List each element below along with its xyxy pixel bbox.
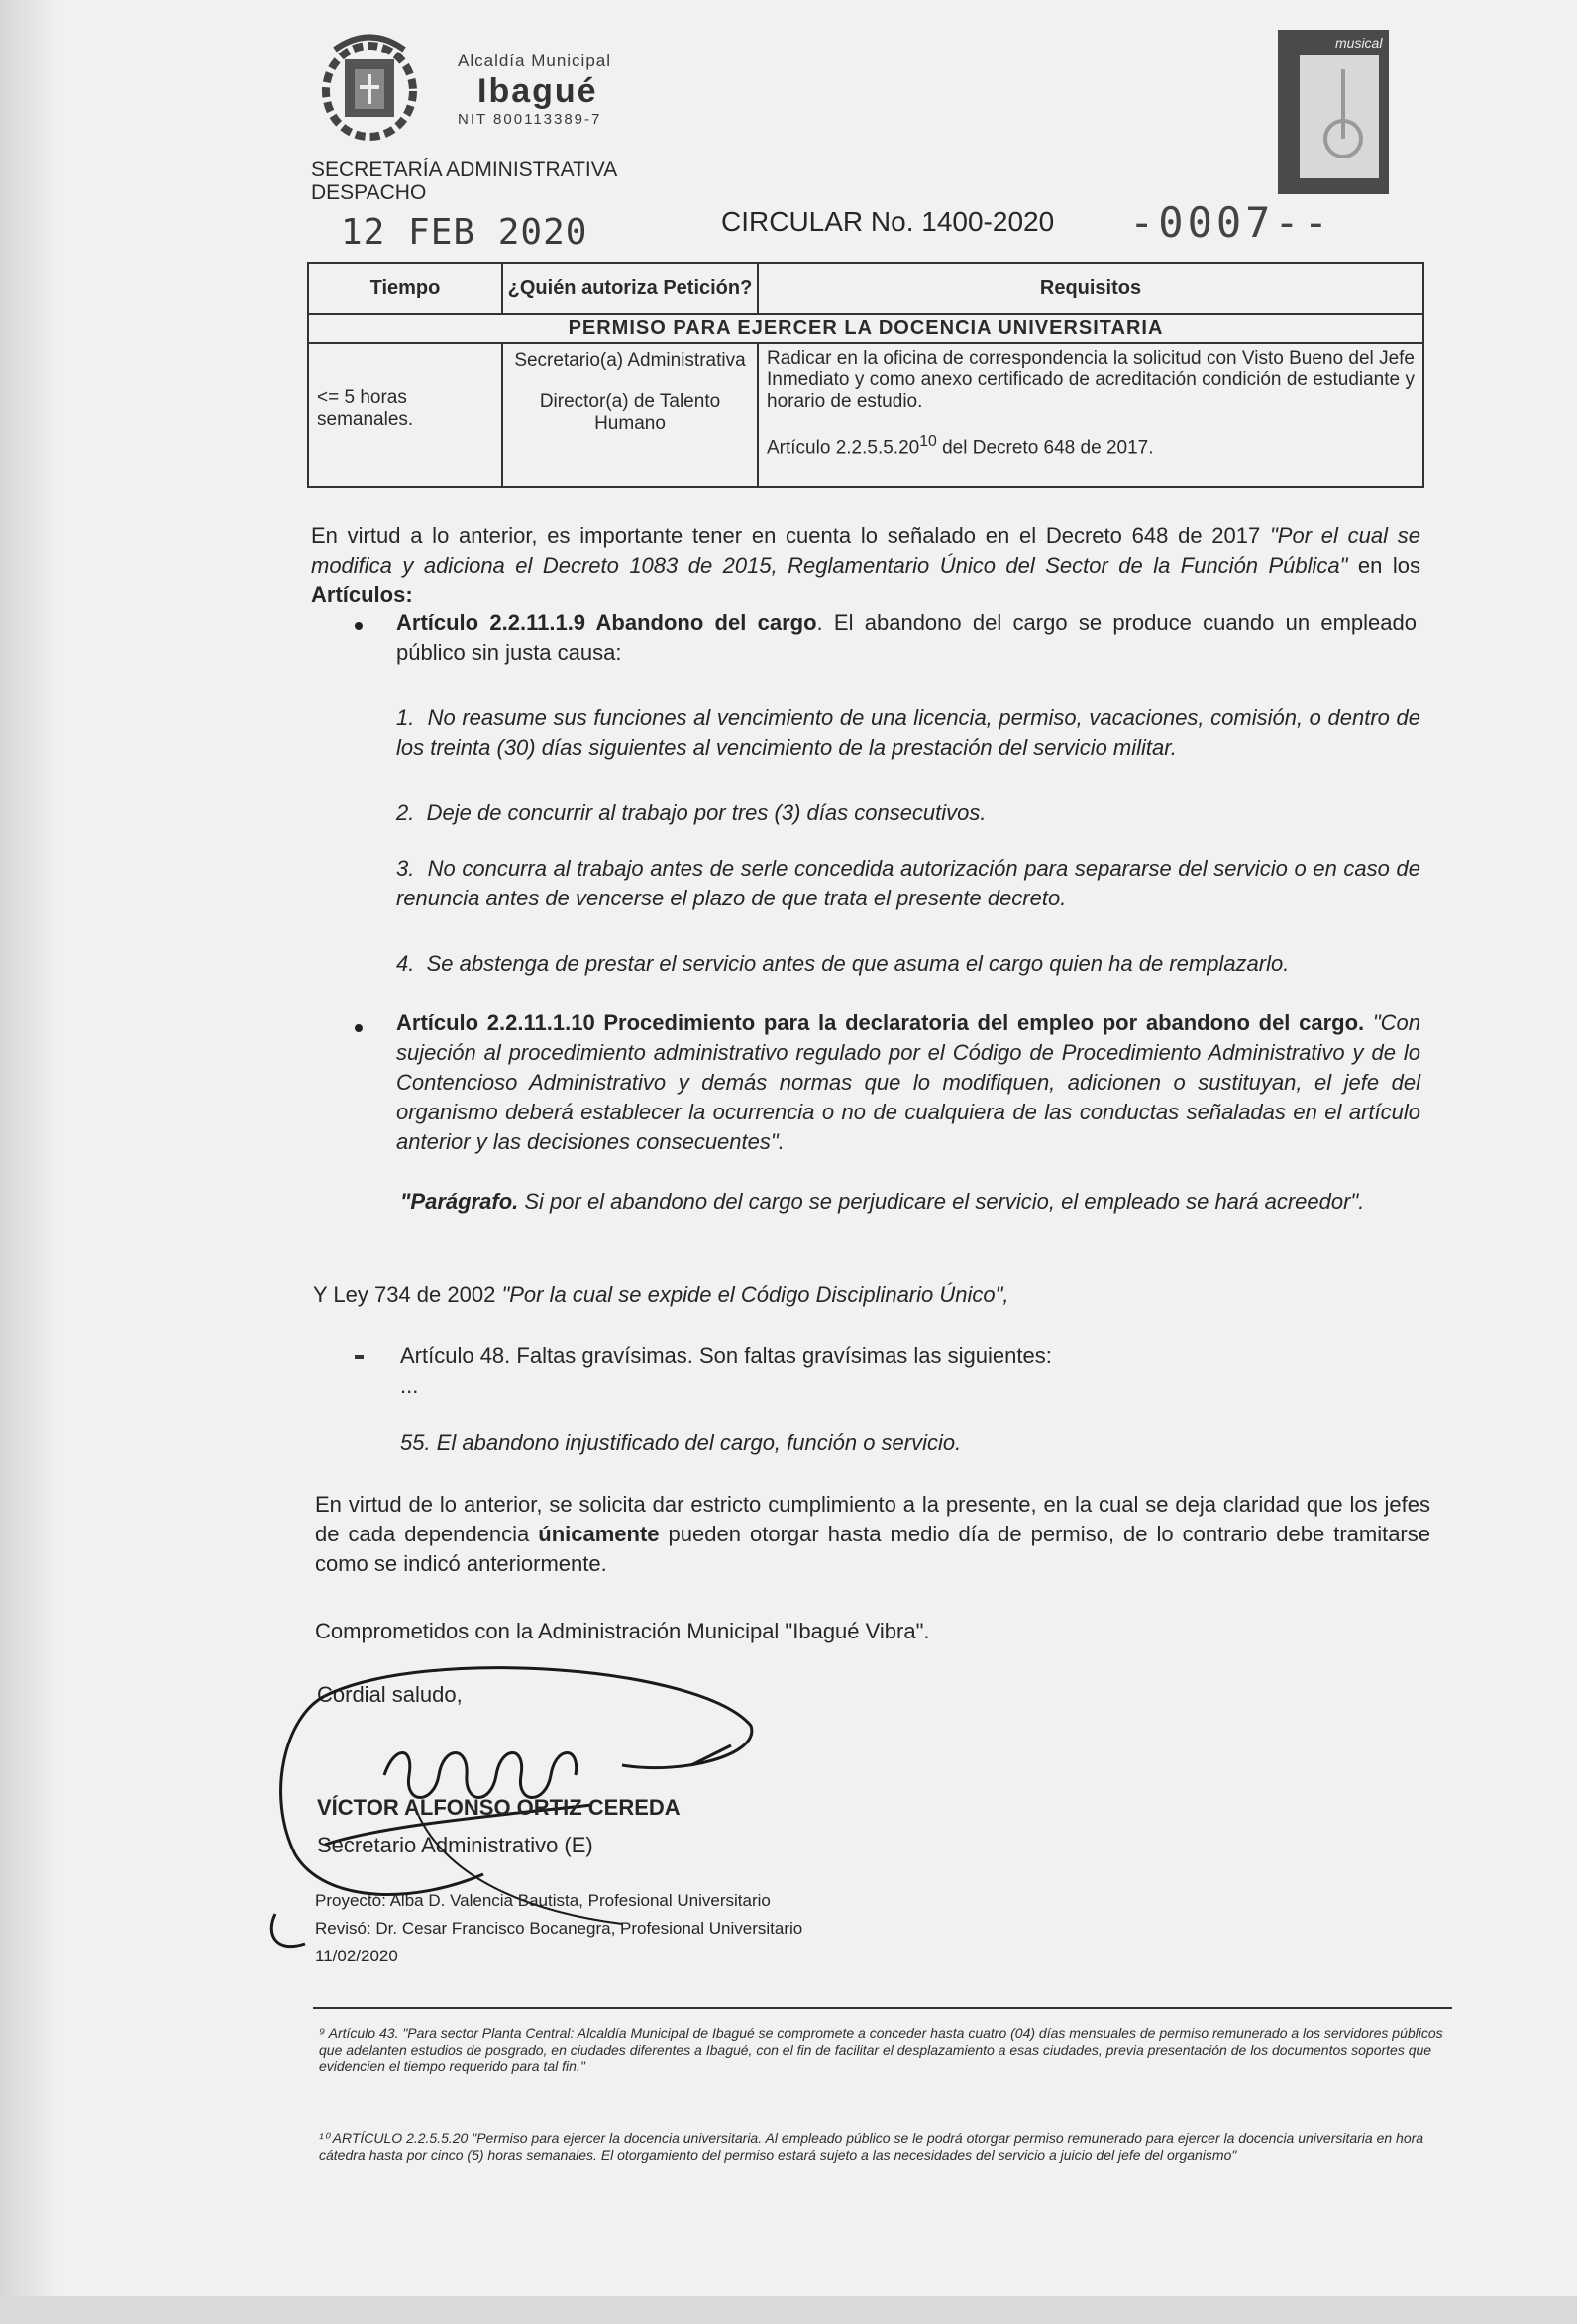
item-number: 4. bbox=[396, 951, 415, 976]
dash-bullet-icon bbox=[355, 1355, 364, 1359]
list-item bbox=[396, 703, 1420, 763]
coat-of-arms-logo bbox=[315, 30, 454, 149]
alcaldia-label: Alcaldía Municipal bbox=[458, 52, 612, 70]
intro-text-1: En virtud a lo anterior, es importante tener en cuenta lo señalado en el Decreto 648 de 2017 bbox=[311, 523, 1270, 548]
item-55: 55. El abandono injustificado del cargo, función o servicio. bbox=[400, 1430, 962, 1455]
badge-text: musical bbox=[1335, 35, 1383, 51]
proyecto-line: Proyectó: Alba D. Valencia Bautista, Profesional Universitario bbox=[315, 1891, 771, 1910]
signer-role: Secretario Administrativo (E) bbox=[317, 1833, 593, 1857]
cell-tiempo: <= 5 horas semanales. bbox=[308, 343, 502, 487]
band-permiso: PERMISO PARA EJERCER LA DOCENCIA UNIVERSITARIA bbox=[308, 314, 1423, 343]
closing-emphasis: únicamente bbox=[538, 1522, 660, 1546]
item-number: 1. bbox=[396, 705, 415, 730]
paragrafo-text: Si por el abandono del cargo se perjudicare el servicio, el empleado se hará acreedor". bbox=[518, 1189, 1365, 1214]
date-stamp: 12 FEB 2020 bbox=[341, 212, 588, 253]
bullet-icon bbox=[355, 622, 363, 630]
nit-number: NIT 800113389-7 bbox=[458, 111, 602, 128]
footnote-9: ⁹ Artículo 43. "Para sector Planta Central: Alcaldía Municipal de Ibagué se compromete a conceder hasta cuatro (04) días mensuales de permiso remunerado a los servidores públicos que adelanten estudios de posgrado, en ciudades diferentes a Ibagué, con el fin de facilitar el desplazamiento a esas ciudades, previa presentación de los documentos soportes que evidencien el tiempo requerido para tal fin." bbox=[319, 2025, 1443, 2074]
paragrafo bbox=[400, 1187, 1420, 1216]
ley-quote: "Por la cual se expide el Código Disciplinario Único", bbox=[501, 1282, 1009, 1307]
article-48: Artículo 48. Faltas gravísimas. Son faltas gravísimas las siguientes: bbox=[400, 1343, 1052, 1368]
item-text: No concurra al trabajo antes de serle concedida autorización para separarse del servicio o en caso de renuncia antes de vencerse el plazo de que trata el presente decreto. bbox=[396, 856, 1420, 910]
articulo-ref: Artículo 2.2.5.5.20 bbox=[767, 437, 920, 459]
despacho-label: DESPACHO bbox=[311, 181, 427, 204]
item-text: No reasume sus funciones al vencimiento de una licencia, permiso, vacaciones, comisión, o dentro de los treinta (30) días siguientes al vencimiento de la prestación del servicio militar. bbox=[396, 705, 1420, 760]
article-procedimiento-text: "Con sujeción al procedimiento administrativo regulado por el Código de Procedimiento Administrativo y de lo Contencioso Administrativo y demás normas que lo modifiquen, adicionen o sustituyan, el jefe del organismo deberá establecer la ocurrencia o no de cualquiera de las conductas señaladas en el artículo anterior y las decisiones consecuentes". bbox=[396, 1010, 1421, 1154]
ley-734 bbox=[313, 1280, 1403, 1310]
header-quien-autoriza: ¿Quién autoriza Petición? bbox=[502, 263, 758, 314]
circular-title: CIRCULAR No. 1400-2020 bbox=[721, 206, 1055, 237]
item-number: 3. bbox=[396, 856, 415, 881]
articulo-decreto: del Decreto 648 de 2017. bbox=[936, 437, 1154, 459]
footnote-10: ¹⁰ ARTÍCULO 2.2.5.5.20 "Permiso para ejercer la docencia universitaria. Al empleado público se le podrá otorgar permiso remunerado para ejercer la docencia universitaria en hora cátedra hasta por cinco (5) horas semanales. El otorgamiento del permiso estará sujeto a las necesidades del servicio a juicio del jefe del organismo" bbox=[319, 2130, 1424, 2163]
signer-name: VÍCTOR ALFONSO ORTIZ CEREDA bbox=[317, 1795, 681, 1820]
requisitos-text: Radicar en la oficina de correspondencia la solicitud con Visto Bueno del Jefe Inmediato y como anexo certificado de acreditación condición de estudiante y horario de estudio. bbox=[767, 348, 1415, 412]
fecha-line: 11/02/2020 bbox=[315, 1947, 398, 1965]
comprometidos-line: Comprometidos con la Administración Municipal "Ibagué Vibra". bbox=[315, 1619, 930, 1643]
intro-text-3: en los bbox=[1347, 553, 1420, 578]
requisitos-articulo bbox=[767, 433, 1415, 459]
header-tiempo: Tiempo bbox=[308, 263, 502, 314]
paragrafo-title: "Parágrafo. bbox=[400, 1189, 519, 1214]
article-procedimiento-title: Artículo 2.2.11.1.10 Procedimiento para la declaratoria del empleo por abandono del cargo. bbox=[396, 1010, 1365, 1035]
item-text: Se abstenga de prestar el servicio antes de que asuma el cargo quien ha de remplazarlo. bbox=[426, 951, 1290, 976]
list-item bbox=[396, 949, 1420, 979]
article-abandono-title: Artículo 2.2.11.1.9 Abandono del cargo bbox=[396, 610, 817, 635]
circular-number: -0007-- bbox=[1129, 198, 1333, 247]
cell-requisitos bbox=[758, 343, 1423, 487]
list-item bbox=[396, 854, 1420, 913]
article-abandono bbox=[396, 608, 1417, 668]
intro-articulos: Artículos: bbox=[311, 582, 413, 607]
autoriza-director: Director(a) de Talento Humano bbox=[539, 391, 721, 434]
footnote-divider bbox=[313, 2007, 1452, 2009]
closing-paragraph bbox=[315, 1490, 1430, 1579]
reviso-line: Revisó: Dr. Cesar Francisco Bocanegra, Profesional Universitario bbox=[315, 1919, 803, 1938]
list-item bbox=[396, 798, 1420, 828]
city-name: Ibagué bbox=[477, 72, 598, 110]
bullet-icon bbox=[355, 1024, 363, 1032]
article-procedimiento bbox=[396, 1008, 1420, 1157]
article-abandono-text: . El abandono del cargo se produce cuando un empleado público sin justa causa: bbox=[396, 610, 1417, 665]
requirements-table bbox=[307, 262, 1424, 488]
header-requisitos: Requisitos bbox=[758, 263, 1423, 314]
cordial-saludo: Cordial saludo, bbox=[317, 1682, 463, 1707]
ley-text: Y Ley 734 de 2002 bbox=[313, 1282, 502, 1307]
municipality-brand bbox=[458, 52, 611, 128]
autoriza-secretario: Secretario(a) Administrativa bbox=[514, 350, 746, 370]
secretaria-label: SECRETARÍA ADMINISTRATIVA bbox=[311, 158, 618, 181]
musical-badge-logo bbox=[1278, 30, 1389, 194]
intro-quote: "Por el cual se modifica y adiciona el Decreto 1083 de 2015, Reglamentario Único del Sector de la Función Pública" bbox=[311, 523, 1420, 578]
table-band-row bbox=[308, 314, 1423, 343]
table-header-row bbox=[308, 263, 1423, 314]
closing-text-2: pueden otorgar hasta medio día de permiso, de lo contrario debe tramitarse como se indicó anteriormente. bbox=[315, 1522, 1430, 1576]
closing-text-1: En virtud de lo anterior, se solicita dar estricto cumplimiento a la presente, en la cual se deja claridad que los jefes de cada dependencia bbox=[315, 1492, 1430, 1546]
table-row bbox=[308, 343, 1423, 487]
cell-autoriza bbox=[502, 343, 758, 487]
item-text: Deje de concurrir al trabajo por tres (3) días consecutivos. bbox=[426, 800, 987, 825]
intro-paragraph bbox=[311, 521, 1420, 610]
footnote-ref-10: 10 bbox=[919, 433, 937, 450]
department-header bbox=[311, 158, 617, 204]
ellipsis: ... bbox=[400, 1373, 419, 1398]
item-number: 2. bbox=[396, 800, 415, 825]
